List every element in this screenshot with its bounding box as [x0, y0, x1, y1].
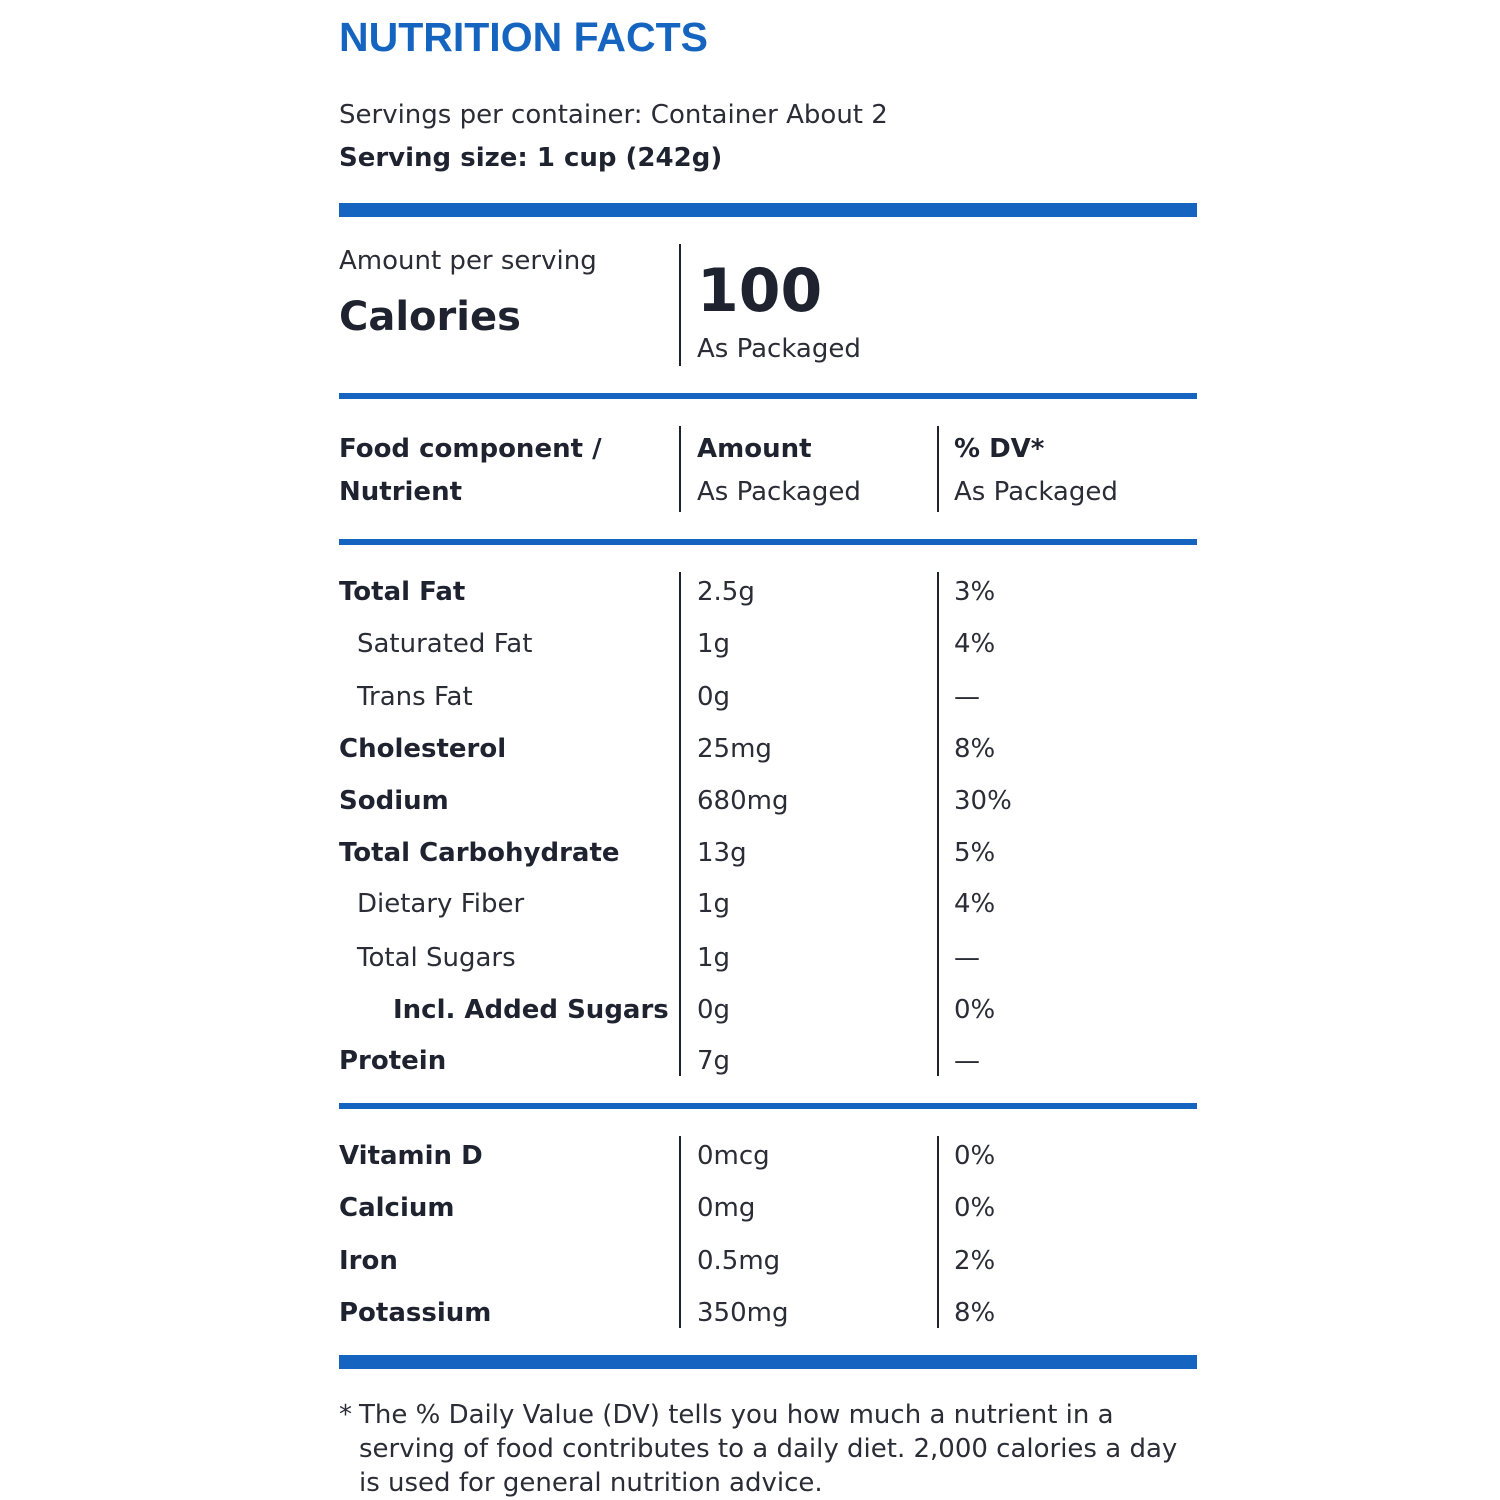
- nutrient-dv: 5%: [954, 838, 996, 868]
- vitamin-dv: 8%: [954, 1298, 996, 1328]
- header-component-line1: Food component /: [339, 434, 602, 464]
- nutrient-dv: —: [954, 1046, 980, 1076]
- nutrient-name: Total Carbohydrate: [339, 838, 620, 868]
- nutrient-dv: —: [954, 943, 980, 973]
- nutrient-amount: 2.5g: [697, 577, 755, 607]
- nutrient-name: Protein: [339, 1046, 447, 1076]
- vitamin-amount: 0.5mg: [697, 1246, 781, 1276]
- vitamin-amount: 350mg: [697, 1298, 789, 1328]
- nutrition-facts-label: [339, 0, 1197, 1500]
- nutrient-name: Total Fat: [339, 577, 466, 607]
- header-dv-basis: As Packaged: [954, 477, 1118, 507]
- header-divider-2: [937, 426, 939, 512]
- nutrient-name: Incl. Added Sugars: [393, 995, 669, 1025]
- nutrients-divider-2: [937, 572, 939, 1076]
- vitamin-name: Vitamin D: [339, 1141, 483, 1171]
- vitamin-amount: 0mg: [697, 1193, 756, 1223]
- header-dv: % DV*: [954, 434, 1045, 464]
- nutrient-name: Trans Fat: [357, 682, 473, 712]
- nutrient-amount: 13g: [697, 838, 747, 868]
- header-component-line2: Nutrient: [339, 477, 463, 507]
- calories-divider: [679, 244, 681, 366]
- nutrient-name: Saturated Fat: [357, 629, 533, 659]
- nutrient-dv: 4%: [954, 629, 996, 659]
- nutrient-name: Cholesterol: [339, 734, 507, 764]
- divider-after-header: [339, 539, 1197, 545]
- footnote-text: The % Daily Value (DV) tells you how much a nutrient in a serving of food contributes to a daily diet. 2,000 calories a day is used for general nutrition advice.: [359, 1400, 1178, 1498]
- divider-after-nutrients: [339, 1103, 1197, 1109]
- vitamin-name: Calcium: [339, 1193, 455, 1223]
- vitamins-divider-1: [679, 1136, 681, 1328]
- servings-per-container: Servings per container: Container About 2: [339, 100, 888, 130]
- nutrient-dv: 4%: [954, 889, 996, 919]
- vitamin-amount: 0mcg: [697, 1141, 770, 1171]
- header-amount: Amount: [697, 434, 812, 464]
- amount-per-serving: Amount per serving: [339, 246, 597, 276]
- nutrient-dv: 0%: [954, 995, 996, 1025]
- nutrient-amount: 1g: [697, 943, 731, 973]
- nutrients-divider-1: [679, 572, 681, 1076]
- nutrient-amount: 0g: [697, 682, 731, 712]
- footnote-asterisk: *: [339, 1400, 352, 1430]
- divider-after-calories: [339, 393, 1197, 399]
- nutrient-name: Sodium: [339, 786, 449, 816]
- calories-value: 100: [697, 256, 823, 326]
- calories-label: Calories: [339, 294, 521, 340]
- vitamins-divider-2: [937, 1136, 939, 1328]
- nutrient-name: Dietary Fiber: [357, 889, 525, 919]
- nutrient-dv: 3%: [954, 577, 996, 607]
- nutrient-amount: 1g: [697, 889, 731, 919]
- nutrient-amount: 1g: [697, 629, 731, 659]
- serving-size: Serving size: 1 cup (242g): [339, 143, 723, 173]
- footnote: [339, 1398, 1197, 1500]
- header-divider-1: [679, 426, 681, 512]
- vitamin-name: Iron: [339, 1246, 398, 1276]
- vitamin-dv: 2%: [954, 1246, 996, 1276]
- divider-thick-top: [339, 203, 1197, 217]
- calories-basis: As Packaged: [697, 334, 861, 364]
- nutrient-amount: 680mg: [697, 786, 789, 816]
- label-title: NUTRITION FACTS: [339, 14, 708, 60]
- nutrient-amount: 7g: [697, 1046, 731, 1076]
- nutrient-name: Total Sugars: [357, 943, 516, 973]
- vitamin-dv: 0%: [954, 1193, 996, 1223]
- nutrient-dv: —: [954, 682, 980, 712]
- nutrient-amount: 25mg: [697, 734, 772, 764]
- nutrient-dv: 30%: [954, 786, 1012, 816]
- nutrient-dv: 8%: [954, 734, 996, 764]
- header-amount-basis: As Packaged: [697, 477, 861, 507]
- nutrient-amount: 0g: [697, 995, 731, 1025]
- vitamin-dv: 0%: [954, 1141, 996, 1171]
- vitamin-name: Potassium: [339, 1298, 492, 1328]
- divider-thick-bottom: [339, 1355, 1197, 1369]
